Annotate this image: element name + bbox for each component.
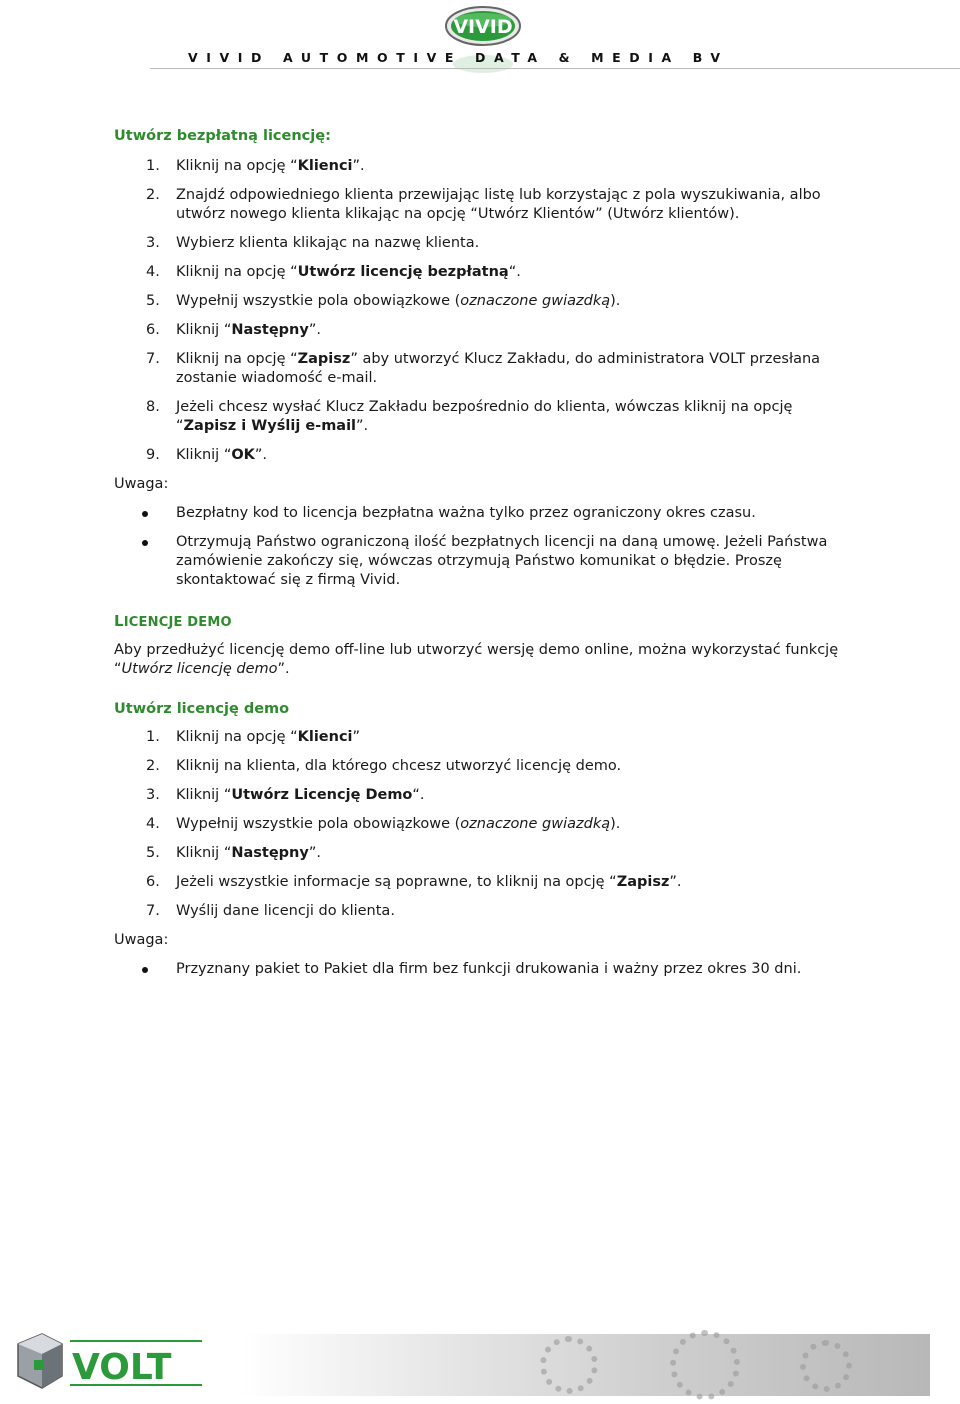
note-label: Uwaga:: [114, 476, 169, 492]
list-item: 5. Wypełnij wszystkie pola obowiązkowe (oznaczone gwiazdką).: [146, 293, 621, 309]
volt-logo: [14, 1332, 204, 1394]
list-item: 5. Kliknij “Następny”.: [146, 845, 321, 861]
list-item: 2. Kliknij na klienta, dla którego chcesz utworzyć licencję demo.: [146, 758, 622, 774]
list-item: 4. Wypełnij wszystkie pola obowiązkowe (oznaczone gwiazdką).: [146, 816, 621, 832]
gear-icon: [670, 1330, 740, 1400]
section-title-demo-license: Utwórz licencję demo: [114, 701, 290, 717]
list-item: 6. Jeżeli wszystkie informacje są poprawne, to kliknij na opcję “Zapisz”.: [146, 874, 682, 890]
bullet-icon: [142, 540, 148, 546]
company-name: VIVID AUTOMOTIVE DATA & MEDIA BV: [188, 50, 729, 65]
bullet-icon: [142, 511, 148, 517]
gear-banner: [240, 1334, 930, 1396]
vivid-logo-text: VIVID: [453, 16, 513, 38]
bullet-icon: [142, 967, 148, 973]
page-footer: [0, 1330, 960, 1404]
header-divider: [150, 68, 960, 69]
gear-icon: [540, 1336, 598, 1394]
bullet-item: Bezpłatny kod to licencja bezpłatna ważna tylko przez ograniczony okres czasu.: [114, 504, 854, 523]
section-title-free-license: Utwórz bezpłatną licencję:: [114, 128, 331, 144]
list-item: 3. Kliknij “Utwórz Licencję Demo“.: [146, 787, 425, 803]
gear-icon: [800, 1340, 852, 1392]
list-item: 6. Kliknij “Następny”.: [146, 322, 321, 338]
volt-logo-text: VOLT: [72, 1347, 172, 1388]
list-item: 8. Jeżeli chcesz wysłać Klucz Zakładu bezpośrednio do klienta, wówczas kliknij na opcję “Zapisz i Wyślij e-mail”.: [146, 399, 793, 434]
demo-license-steps: [114, 728, 854, 921]
bullet-item: Otrzymują Państwo ograniczoną ilość bezpłatnych licencji na daną umowę. Jeżeli Państwa zamówienie zakończy się, wówczas otrzymują Państwo komunikat o błędzie. Proszę skontaktować się z firmą Vivid.: [114, 533, 854, 590]
list-item: 7. Kliknij na opcję “Zapisz” aby utworzyć Klucz Zakładu, do administratora VOLT przesłana zostanie wiadomość e-mail.: [146, 351, 821, 386]
list-item: 2. Znajdź odpowiedniego klienta przewijając listę lub korzystając z pola wyszukiwania, albo utwórz nowego klienta klikając na opcję “Utwórz Klientów” (Utwórz klientów).: [146, 187, 821, 222]
list-item: 7. Wyślij dane licencji do klienta.: [146, 903, 395, 919]
list-item: 1. Kliknij na opcję “Klienci”: [146, 729, 361, 745]
vivid-logo: [443, 4, 523, 76]
bullet-item: Przyznany pakiet to Pakiet dla firm bez funkcji drukowania i ważny przez okres 30 dni.: [114, 960, 854, 979]
page-header: [0, 0, 960, 80]
list-item: 3. Wybierz klienta klikając na nazwę klienta.: [146, 235, 480, 251]
list-item: 4. Kliknij na opcję “Utwórz licencję bezpłatną“.: [146, 264, 521, 280]
note-label: Uwaga:: [114, 932, 169, 948]
free-license-steps: [114, 157, 854, 465]
demo-paragraph: Aby przedłużyć licencję demo off-line lub utworzyć wersję demo online, można wykorzystać funkcję “Utwórz licencję demo”.: [114, 642, 839, 677]
list-item: 1. Kliknij na opcję “Klienci”.: [146, 158, 365, 174]
document-body: [114, 126, 854, 979]
demo-heading: LICENCJE DEMO: [114, 612, 232, 630]
list-item: 9. Kliknij “OK”.: [146, 447, 268, 463]
